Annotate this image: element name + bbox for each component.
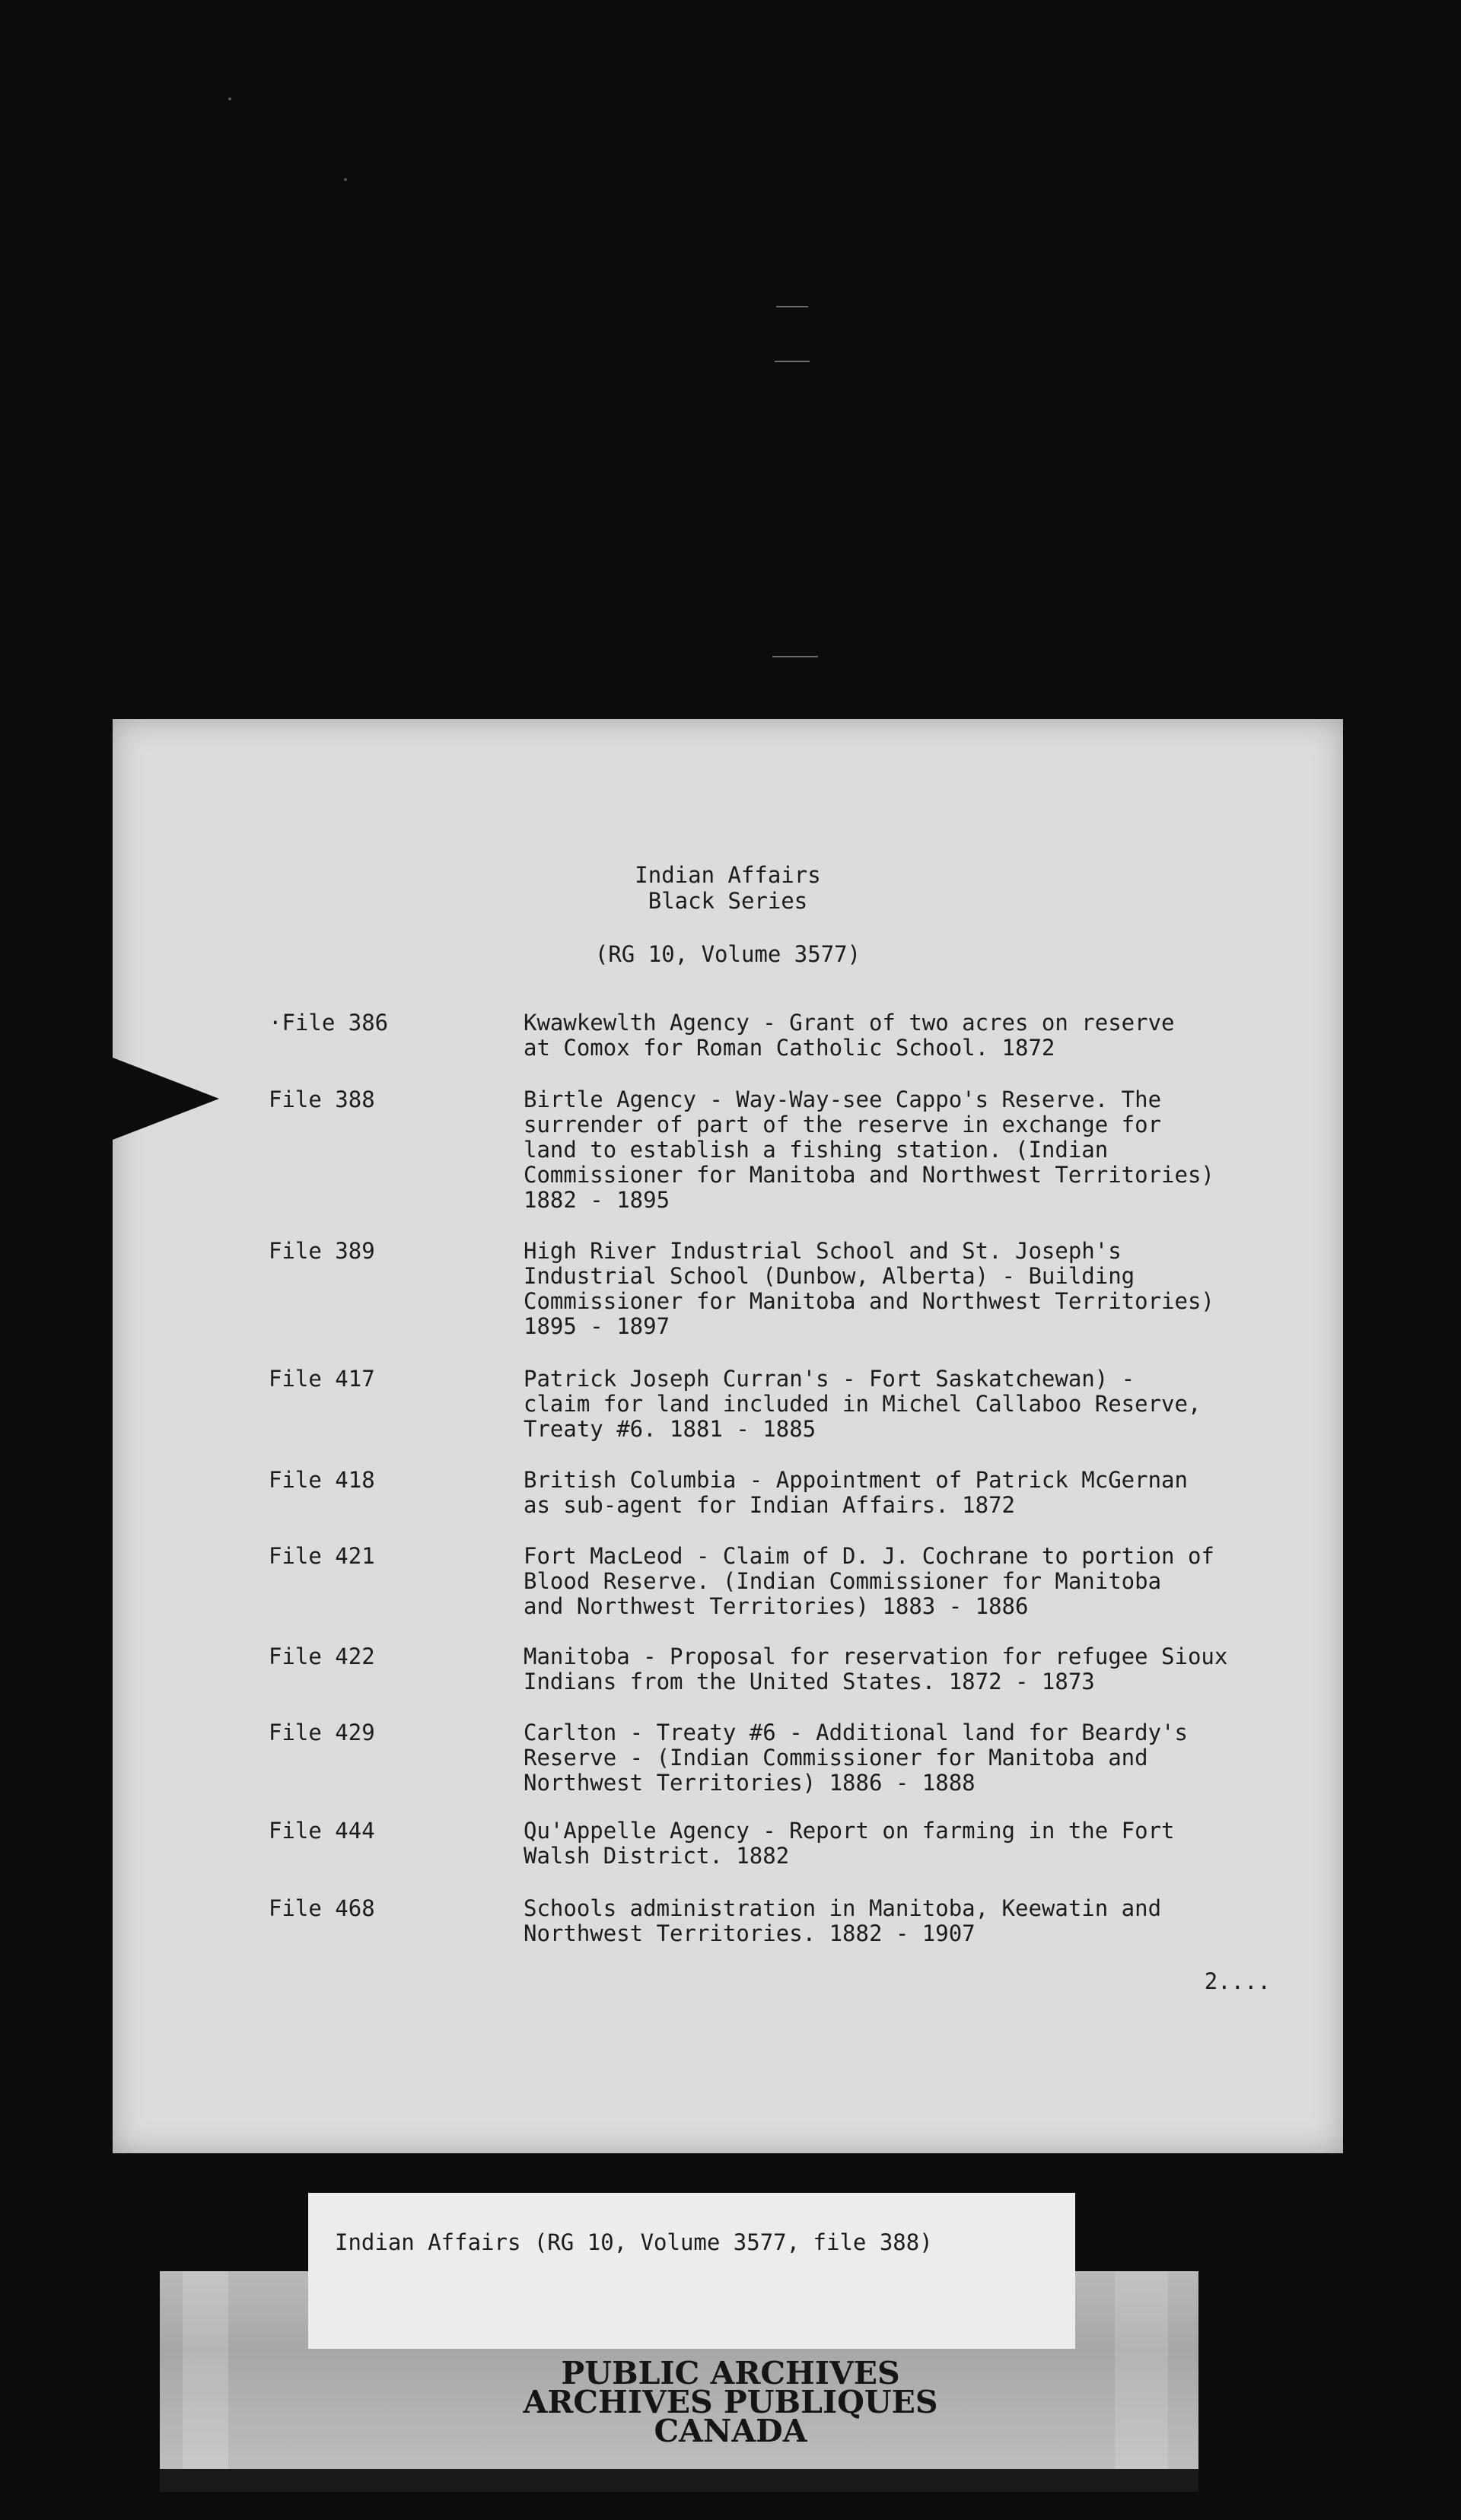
description-line: Indians from the United States. 1872 - 1873 [524, 1669, 1095, 1694]
file-description [524, 1896, 1284, 1946]
film-scratch [775, 361, 810, 362]
description-line: High River Industrial School and St. Joseph's [524, 1238, 1122, 1264]
file-number: File 389 [269, 1238, 375, 1264]
description-line: 1895 - 1897 [524, 1313, 670, 1339]
document-header [113, 862, 1343, 967]
file-label-card [308, 2193, 1075, 2349]
file-description [524, 1468, 1284, 1518]
file-number: File 444 [269, 1818, 375, 1844]
description-line: at Comox for Roman Catholic School. 1872 [524, 1035, 1055, 1061]
file-number: File 417 [269, 1366, 375, 1392]
file-description [524, 1720, 1284, 1796]
film-scratch [776, 306, 808, 307]
document-page [113, 719, 1343, 2153]
file-description [524, 1644, 1284, 1694]
description-line: Commissioner for Manitoba and Northwest Territories) [524, 1288, 1214, 1314]
description-line: Kwawkewlth Agency - Grant of two acres on reserve [524, 1010, 1175, 1036]
description-line: Walsh District. 1882 [524, 1843, 790, 1869]
description-line: Carlton - Treaty #6 - Additional land for Beardy's [524, 1720, 1188, 1745]
file-number: File 421 [269, 1543, 375, 1569]
description-line: surrender of part of the reserve in exchange for [524, 1112, 1162, 1138]
description-line: Qu'Appelle Agency - Report on farming in the Fort [524, 1818, 1175, 1844]
file-description [524, 1367, 1284, 1442]
file-description [524, 1087, 1284, 1213]
stamp-line-country: CANADA [654, 2413, 807, 2449]
description-line: Patrick Joseph Curran's - Fort Saskatchewan) - [524, 1366, 1135, 1392]
stamp-line-english: PUBLIC ARCHIVES [561, 2355, 900, 2391]
description-line: and Northwest Territories) 1883 - 1886 [524, 1593, 1029, 1619]
description-line: land to establish a fishing station. (Indian [524, 1137, 1109, 1163]
description-line: Northwest Territories. 1882 - 1907 [524, 1920, 976, 1946]
description-line: Commissioner for Manitoba and Northwest Territories) [524, 1162, 1214, 1188]
film-bottom-band [160, 2469, 1198, 2492]
film-dust [344, 178, 347, 181]
file-number: File 422 [269, 1643, 375, 1669]
description-line: Blood Reserve. (Indian Commissioner for Manitoba [524, 1568, 1162, 1594]
stamp-line-french: ARCHIVES PUBLIQUES [523, 2384, 938, 2420]
description-line: as sub-agent for Indian Affairs. 1872 [524, 1492, 1016, 1518]
file-description [524, 1239, 1284, 1339]
description-line: claim for land included in Michel Callaboo Reserve, [524, 1391, 1202, 1417]
file-number: ·File 386 [269, 1010, 389, 1036]
header-volume: (RG 10, Volume 3577) [594, 941, 861, 967]
continued-marker: 2.... [1204, 1968, 1271, 1994]
description-line: Treaty #6. 1881 - 1885 [524, 1416, 816, 1442]
description-line: Northwest Territories) 1886 - 1888 [524, 1770, 976, 1796]
header-series: Black Series [648, 888, 808, 914]
description-line: Fort MacLeod - Claim of D. J. Cochrane to portion of [524, 1543, 1214, 1569]
header-title: Indian Affairs [635, 862, 821, 888]
description-line: Birtle Agency - Way-Way-see Cappo's Reserve. The [524, 1087, 1162, 1112]
file-description [524, 1010, 1284, 1061]
description-line: British Columbia - Appointment of Patrick McGernan [524, 1467, 1188, 1493]
film-dust [228, 97, 231, 100]
file-label-text: Indian Affairs (RG 10, Volume 3577, file 388) [335, 2229, 933, 2255]
description-line: Manitoba - Proposal for reservation for refugee Sioux [524, 1643, 1228, 1669]
film-scratch [772, 656, 818, 657]
file-description [524, 1544, 1284, 1619]
file-description [524, 1818, 1284, 1869]
file-number: File 418 [269, 1467, 375, 1493]
description-line: 1882 - 1895 [524, 1187, 670, 1213]
page-notch [113, 1058, 219, 1140]
file-number: File 468 [269, 1895, 375, 1921]
description-line: Schools administration in Manitoba, Keewatin and [524, 1895, 1162, 1921]
file-number: File 388 [269, 1087, 375, 1112]
description-line: Industrial School (Dunbow, Alberta) - Building [524, 1263, 1135, 1289]
description-line: Reserve - (Indian Commissioner for Manitoba and [524, 1745, 1148, 1771]
file-number: File 429 [269, 1720, 375, 1745]
